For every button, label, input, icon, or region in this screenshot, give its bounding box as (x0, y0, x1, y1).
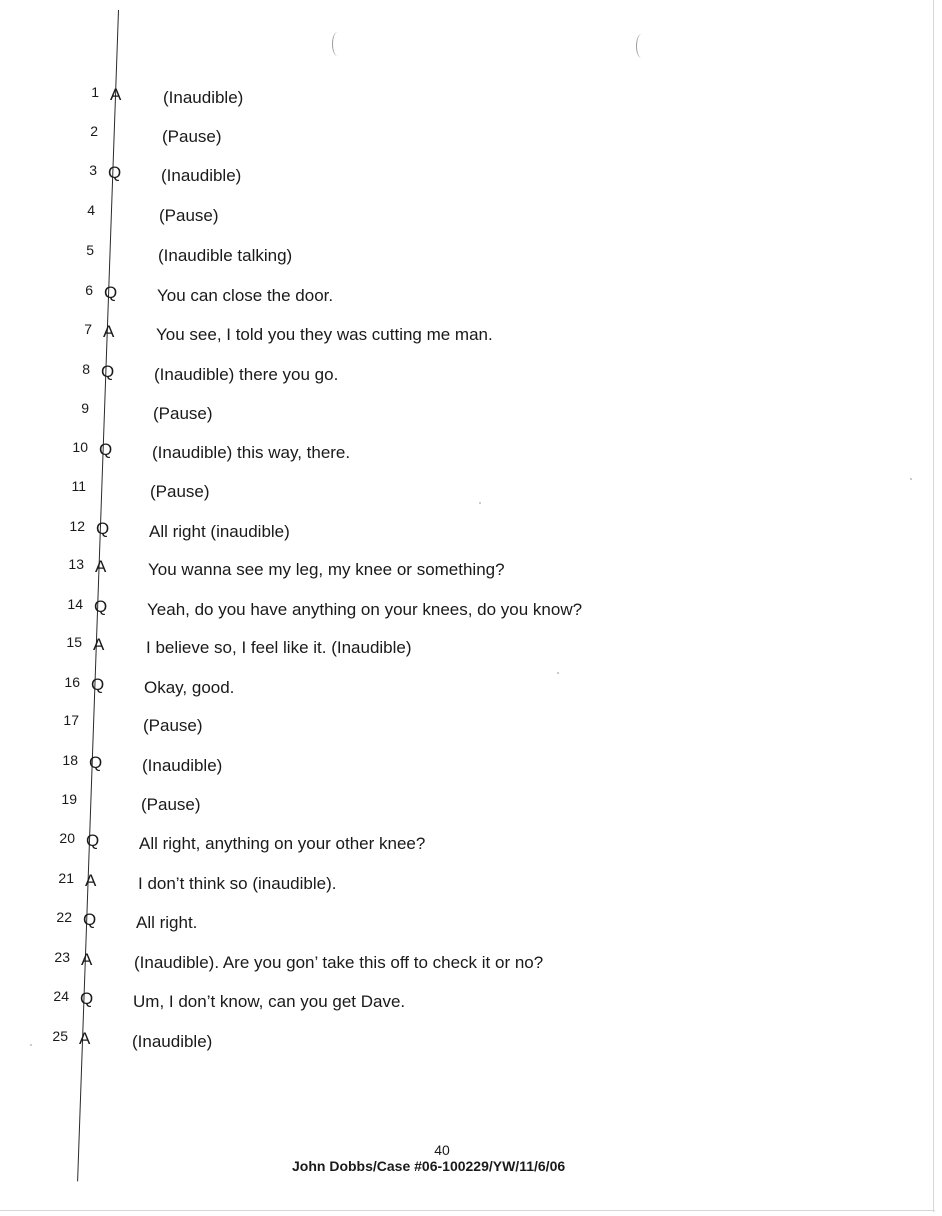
line-number: 2 (90, 123, 98, 139)
line-number: 3 (89, 162, 97, 178)
line-text: (Inaudible) (163, 88, 244, 107)
line-number: 6 (85, 282, 93, 298)
line-text: (Pause) (159, 206, 219, 225)
line-text: (Pause) (153, 404, 213, 423)
line-number: 9 (81, 400, 89, 416)
speaker-label: Q (101, 362, 115, 381)
speaker-label: A (79, 1029, 91, 1048)
line-number: 16 (64, 674, 80, 690)
line-text: (Inaudible). Are you gon’ take this off to check it or no? (134, 953, 544, 972)
line-text: Okay, good. (144, 678, 235, 697)
line-number: 10 (72, 439, 88, 455)
line-number: 21 (58, 870, 74, 886)
line-number: 18 (62, 752, 78, 768)
speaker-label: Q (99, 440, 113, 459)
line-text: (Inaudible) (132, 1032, 213, 1051)
line-number: 5 (86, 242, 94, 258)
line-text: (Inaudible) there you go. (154, 365, 339, 384)
speaker-label: Q (91, 675, 105, 694)
speaker-label: A (85, 871, 97, 890)
scan-speck (910, 478, 912, 480)
line-text: (Pause) (150, 482, 210, 501)
line-number: 23 (54, 949, 70, 965)
page-edge-bottom (0, 1210, 935, 1211)
line-number: 12 (69, 518, 85, 534)
line-number: 15 (66, 634, 82, 650)
page-edge-right (933, 0, 934, 1212)
line-text: All right (inaudible) (149, 522, 290, 541)
line-text: I believe so, I feel like it. (Inaudible) (146, 638, 412, 657)
line-text: (Pause) (162, 127, 222, 146)
line-number: 1 (91, 84, 99, 100)
speaker-label: Q (80, 989, 94, 1008)
scan-speck (479, 502, 481, 504)
punch-hole-mark (332, 32, 343, 56)
line-number: 13 (68, 556, 84, 572)
line-text: (Inaudible) this way, there. (152, 443, 351, 462)
line-number: 22 (56, 909, 72, 925)
line-number: 20 (59, 830, 75, 846)
speaker-label: Q (89, 753, 103, 772)
line-text: Um, I don’t know, can you get Dave. (133, 992, 406, 1011)
case-reference: John Dobbs/Case #06-100229/YW/11/6/06 (292, 1158, 566, 1174)
speaker-label: A (81, 950, 93, 969)
speaker-label: Q (104, 283, 118, 302)
line-text: I don’t think so (inaudible). (138, 874, 337, 893)
speaker-label: Q (86, 831, 100, 850)
line-text: All right, anything on your other knee? (139, 834, 426, 853)
speaker-label: A (103, 322, 115, 341)
line-text: (Inaudible) (161, 166, 242, 185)
line-text: (Inaudible) (142, 756, 223, 775)
line-text: Yeah, do you have anything on your knees, do you know? (147, 600, 583, 619)
line-number: 11 (71, 478, 86, 494)
line-text: You see, I told you they was cutting me man. (156, 325, 493, 344)
line-text: You can close the door. (157, 286, 334, 305)
speaker-label: A (93, 635, 105, 654)
line-number: 4 (87, 202, 95, 218)
punch-hole-mark (636, 34, 647, 58)
line-text: You wanna see my leg, my knee or something? (148, 560, 505, 579)
page-number: 40 (434, 1142, 450, 1158)
scan-speck (557, 672, 559, 674)
speaker-label: Q (83, 910, 97, 929)
line-text: (Pause) (141, 795, 201, 814)
line-text: All right. (136, 913, 198, 932)
line-number: 17 (63, 712, 79, 728)
line-text: (Inaudible talking) (158, 246, 293, 265)
line-number: 19 (61, 791, 77, 807)
line-number: 14 (67, 596, 83, 612)
line-number: 25 (52, 1028, 68, 1044)
speaker-label: Q (108, 163, 122, 182)
speaker-label: Q (94, 597, 108, 616)
speaker-label: Q (96, 519, 110, 538)
speaker-label: A (110, 85, 122, 104)
line-number: 24 (53, 988, 69, 1004)
speaker-label: A (95, 557, 107, 576)
scan-speck (30, 1044, 32, 1046)
line-number: 8 (82, 361, 90, 377)
line-text: (Pause) (143, 716, 203, 735)
line-number: 7 (84, 321, 92, 337)
